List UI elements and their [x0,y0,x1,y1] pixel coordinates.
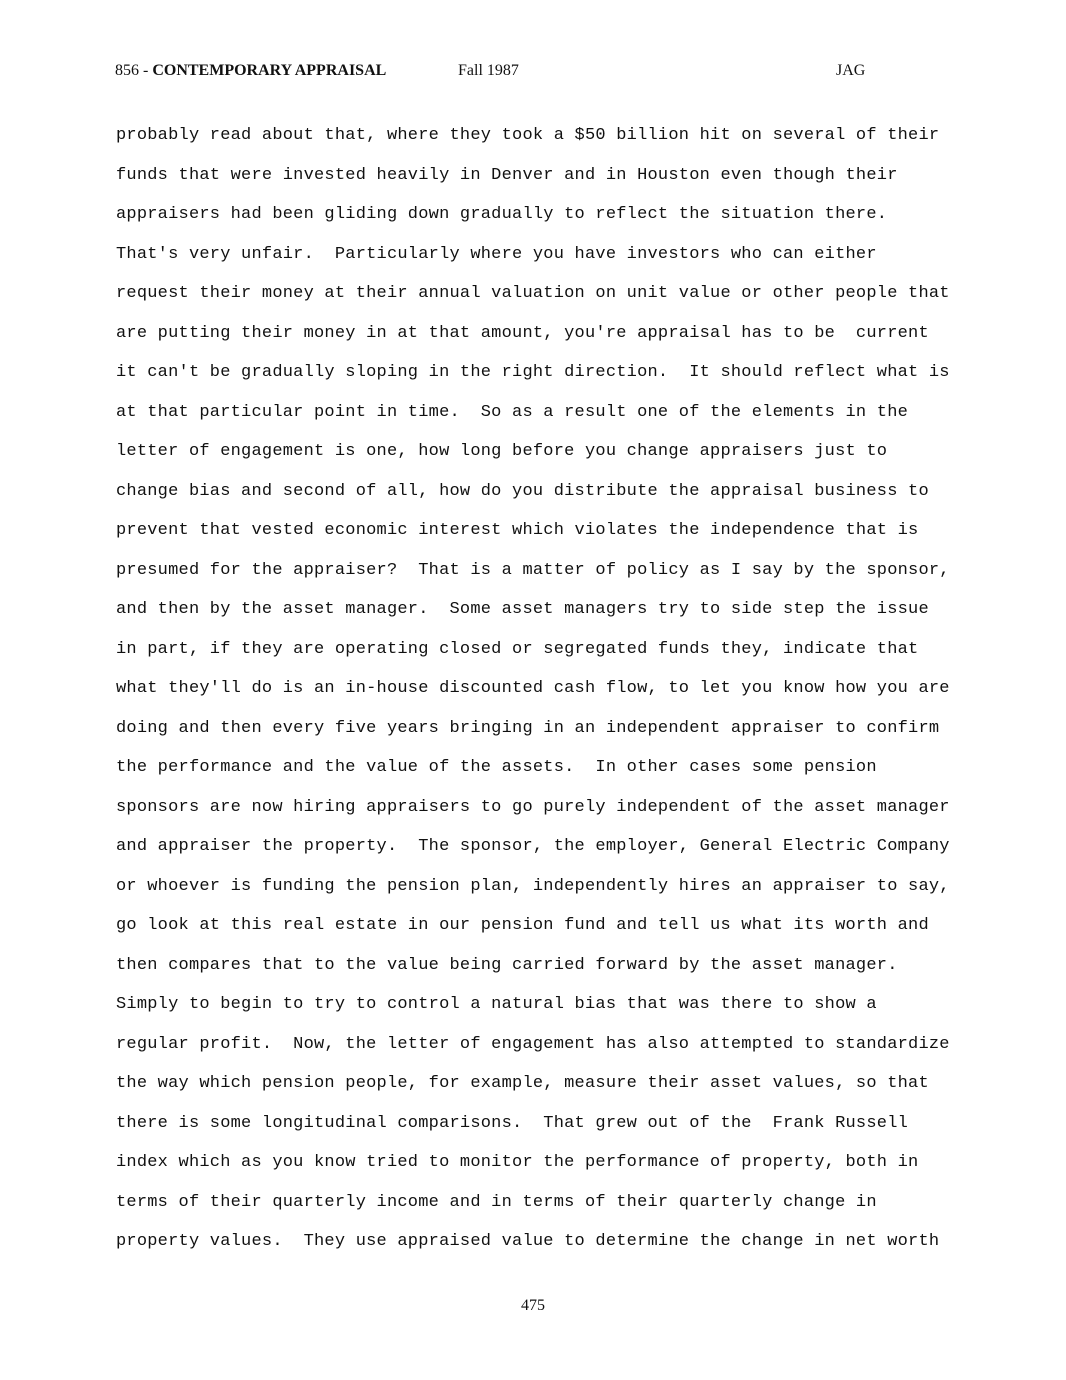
term-label: Fall 1987 [458,62,519,79]
text-line: in part, if they are operating closed or segregated funds they, indicate that [116,639,919,659]
text-line: and appraiser the property. The sponsor, the employer, General Electric Company [116,837,950,856]
text-line: change bias and second of all, how do you distribute the appraisal business to [116,481,929,501]
text-line: and then by the asset manager. Some asset managers try to side step the issue [116,600,929,619]
author-initials: JAG [836,62,866,79]
text-line: index which as you know tried to monitor the performance of property, both in [116,1153,919,1172]
course-number: 856 - [115,62,153,79]
text-line: funds that were invested heavily in Denver and in Houston even though their [116,165,898,185]
text-line: regular profit. Now, the letter of engagement has also attempted to standardize [116,1034,950,1054]
text-line: the performance and the value of the assets. In other cases some pension [116,758,877,777]
text-line: are putting their money in at that amount, you're appraisal has to be current [116,323,929,343]
text-line: doing and then every five years bringing in an independent appraiser to confirm [116,718,940,738]
text-line: or whoever is funding the pension plan, independently hires an appraiser to say, [116,876,950,896]
page-header [115,62,955,86]
course-title: CONTEMPORARY APPRAISAL [152,62,387,79]
text-line: letter of engagement is one, how long before you change appraisers just to [116,442,888,461]
text-line: sponsors are now hiring appraisers to go purely independent of the asset manager [116,797,950,817]
text-line: prevent that vested economic interest which violates the independence that is [116,521,919,540]
text-line: probably read about that, where they took a $50 billion hit on several of their [116,126,940,145]
text-line: at that particular point in time. So as a result one of the elements in the [116,402,909,422]
text-line: what they'll do is an in-house discounted cash flow, to let you know how you are [116,679,950,698]
text-line: terms of their quarterly income and in terms of their quarterly change in [116,1192,877,1212]
text-line: property values. They use appraised value to determine the change in net worth [116,1232,940,1251]
page-number: 475 [521,1297,545,1314]
text-line: That's very unfair. Particularly where you have investors who can either [116,244,877,264]
transcript-body [116,122,1016,1268]
text-line: presumed for the appraiser? That is a matter of policy as I say by the sponsor, [116,560,950,580]
text-line: Simply to begin to try to control a natural bias that was there to show a [116,995,877,1014]
text-line: it can't be gradually sloping in the right direction. It should reflect what is [116,363,950,382]
text-line: the way which pension people, for example, measure their asset values, so that [116,1074,929,1093]
text-line: then compares that to the value being carried forward by the asset manager. [116,955,898,975]
text-line: request their money at their annual valuation on unit value or other people that [116,284,950,303]
text-line: go look at this real estate in our pension fund and tell us what its worth and [116,916,929,935]
course-heading [115,62,386,80]
text-line: there is some longitudinal comparisons. That grew out of the Frank Russell [116,1113,909,1133]
text-line: appraisers had been gliding down gradually to reflect the situation there. [116,205,888,224]
